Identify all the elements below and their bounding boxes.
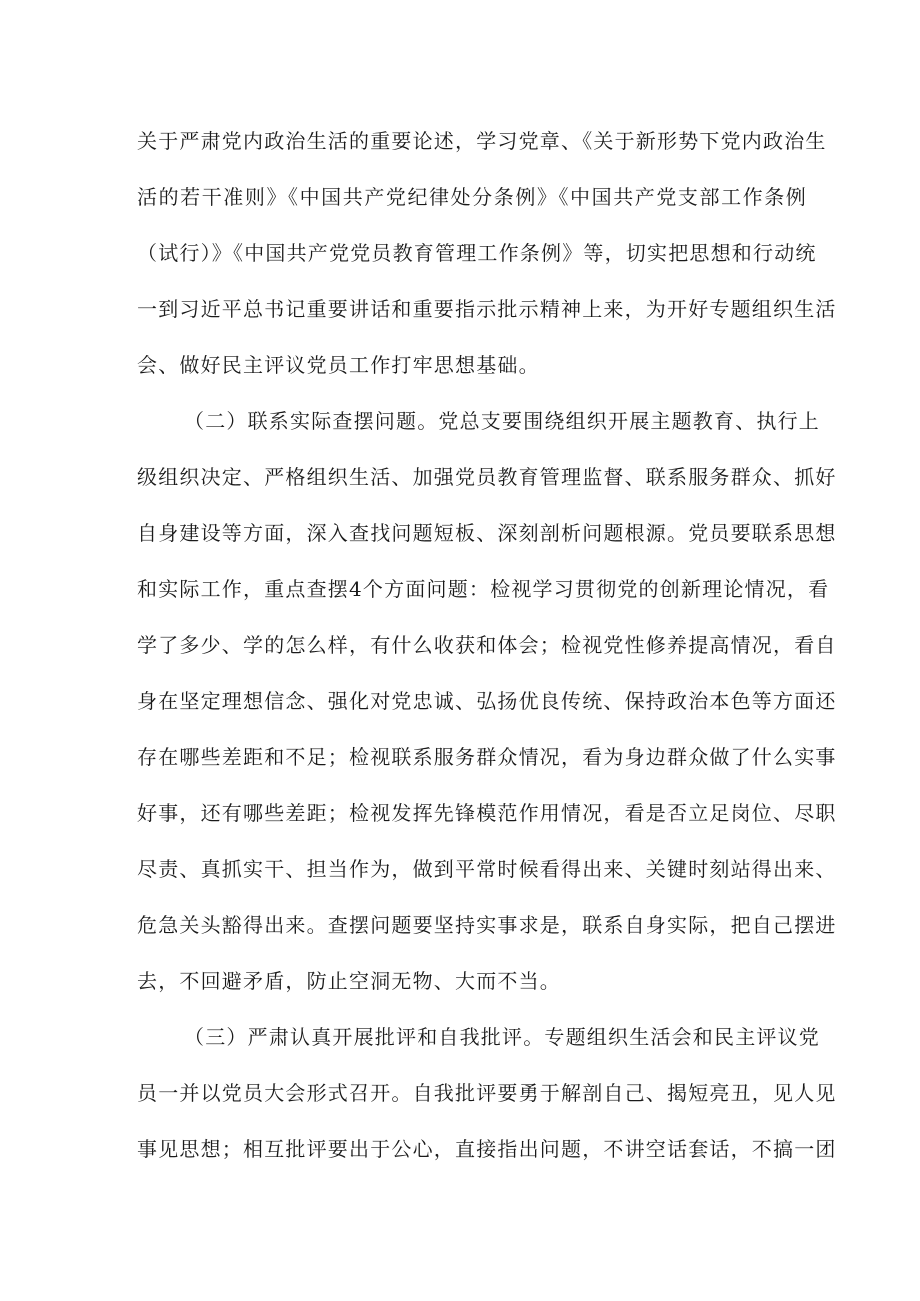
text-line: 好事，还有哪些差距；检视发挥先锋模范作用情况，看是否立足岗位、尽职 xyxy=(137,801,837,825)
section-heading-line: （二）联系实际查摆问题。党总支要围绕组织开展主题教育、执行上 xyxy=(184,409,820,433)
text-line: 危急关头豁得出来。查摆问题要坚持实事求是，联系自身实际，把自己摆进 xyxy=(137,913,837,937)
text-line: 级组织决定、严格组织生活、加强党员教育管理监督、联系服务群众、抓好 xyxy=(137,465,837,489)
text-line: 关于严肃党内政治生活的重要论述，学习党章、《关于新形势下党内政治生 xyxy=(137,129,827,153)
text-line: 自身建设等方面，深入查找问题短板、深刻剖析问题根源。党员要联系思想 xyxy=(137,521,837,545)
section-heading-line: （三）严肃认真开展批评和自我批评。专题组织生活会和民主评议党 xyxy=(184,1025,820,1049)
text-line: 一到习近平总书记重要讲话和重要指示批示精神上来，为开好专题组织生活 xyxy=(137,297,837,321)
text-line: 事见思想；相互批评要出于公心，直接指出问题，不讲空话套话，不搞一团 xyxy=(137,1137,837,1161)
text-line: 身在坚定理想信念、强化对党忠诚、弘扬优良传统、保持政治本色等方面还 xyxy=(137,689,837,713)
text-line: 尽责、真抓实干、担当作为，做到平常时候看得出来、关键时刻站得出来、 xyxy=(137,857,837,881)
text-line: 和实际工作，重点查摆4个方面问题：检视学习贯彻党的创新理论情况，看 xyxy=(137,577,830,601)
text-line: 会、做好民主评议党员工作打牢思想基础。 xyxy=(137,353,540,377)
text-line: 活的若干准则》《中国共产党纪律处分条例》《中国共产党支部工作条例 xyxy=(137,185,807,209)
text-line: 去，不回避矛盾，防止空洞无物、大而不当。 xyxy=(137,969,561,993)
text-line: 员一并以党员大会形式召开。自我批评要勇于解剖自己、揭短亮丑，见人见 xyxy=(137,1081,837,1105)
text-line: （试行）》《中国共产党党员教育管理工作条例》等，切实把思想和行动统 xyxy=(137,241,817,265)
text-line: 学了多少、学的怎么样，有什么收获和体会；检视党性修养提高情况，看自 xyxy=(137,633,837,657)
text-line: 存在哪些差距和不足；检视联系服务群众情况，看为身边群众做了什么实事 xyxy=(137,745,837,769)
